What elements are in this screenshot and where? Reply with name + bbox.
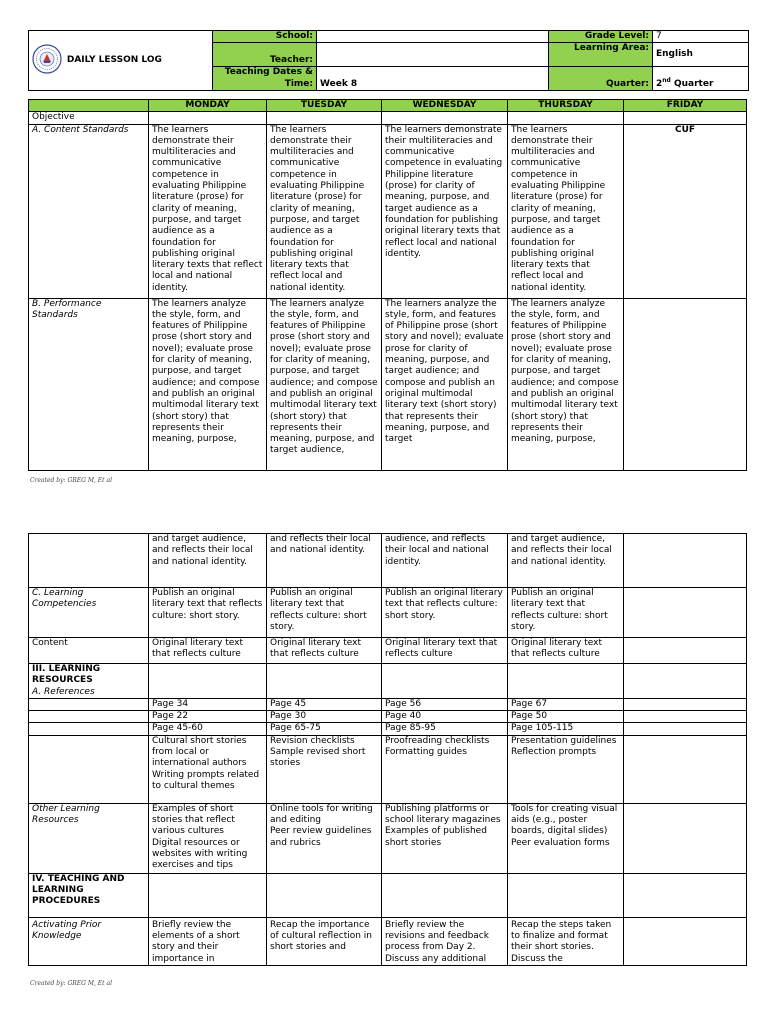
- day-tuesday: TUESDAY: [267, 100, 382, 112]
- page-1-tue: Page 45: [267, 698, 382, 710]
- footer-credit: Created by: GREG M, Et al: [30, 477, 112, 484]
- area-value[interactable]: English: [653, 43, 749, 67]
- performance-cont-wed: audience, and reflects their local and national identity.: [382, 534, 508, 588]
- page-2-wed: Page 40: [382, 711, 508, 723]
- learning-resources-heading: III. LEARNING RESOURCES: [32, 664, 101, 686]
- performance-wed: The learners analyze the style, form, and features of Philippine prose (short story and novel); evaluate prose for clarity of meaning, purpose, and target audience; and compose and publish an original multimodal literary text (short story) that represents their meaning, purpose, and target: [382, 298, 508, 470]
- content-wed: Original literary text that reflects culture: [382, 638, 508, 664]
- school-label: School:: [213, 31, 317, 43]
- content-mon: Original literary text that reflects culture: [149, 638, 267, 664]
- header-table: [28, 30, 749, 91]
- other-resources-mon: Examples of short stories that reflect various cultures Digital resources or websites with writing exercises and tips: [149, 803, 267, 873]
- content-standards-thu: The learners demonstrate their multiliteracies and communicative competence in evaluating Philippine literature (prose) for clarity of meaning, purpose, and target audience as a foundation for publishing original literary texts that reflect local and national identity.: [508, 124, 624, 298]
- content-row: [29, 638, 747, 664]
- performance-standards-row: [29, 298, 747, 470]
- activating-label: Activating Prior Knowledge: [29, 917, 149, 965]
- page-1-thu: Page 67: [508, 698, 624, 710]
- grade-value[interactable]: 7: [653, 31, 749, 43]
- competencies-label: C. Learning Competencies: [29, 588, 149, 638]
- teacher-value[interactable]: [317, 43, 549, 67]
- content-tue: Original literary text that reflects culture: [267, 638, 382, 664]
- dates-label: Teaching Dates & Time:: [213, 67, 317, 91]
- deped-seal-icon: [32, 44, 62, 78]
- quarter-word: Quarter: [670, 79, 714, 89]
- content-standards-row: [29, 124, 747, 298]
- other-resources-thu: Tools for creating visual aids (e.g., poster boards, digital slides) Peer evaluation forms: [508, 803, 624, 873]
- performance-fri: [624, 298, 747, 470]
- teaching-procedures-label: IV. TEACHING AND LEARNING PROCEDURES: [29, 873, 149, 917]
- page-3-mon: Page 45-60: [149, 723, 267, 735]
- dates-value[interactable]: Week 8: [317, 67, 549, 91]
- day-friday: FRIDAY: [624, 100, 747, 112]
- other-resources-tue: Online tools for writing and editing Peer review guidelines and rubrics: [267, 803, 382, 873]
- performance-standards-label: B. Performance Standards: [29, 298, 149, 470]
- performance-cont-label: [29, 534, 149, 588]
- page-1-wed: Page 56: [382, 698, 508, 710]
- quarter-label: Quarter:: [549, 67, 653, 91]
- grade-label: Grade Level:: [549, 31, 653, 43]
- page-row-2: [29, 711, 747, 723]
- competencies-wed: Publish an original literary text that reflects culture: short story.: [382, 588, 508, 638]
- other-resources-row: [29, 803, 747, 873]
- quarter-number: 2: [656, 79, 663, 89]
- performance-tue: The learners analyze the style, form, and features of Philippine prose (short story and novel); evaluate prose for clarity of meaning, purpose, and target audience; and compose and publish an original multimodal literary text (short story) that represents their meaning, purpose, and target audience,: [267, 298, 382, 470]
- footer-credit-2: Created by: GREG M, Et al: [30, 980, 112, 987]
- page-2-mon: Page 22: [149, 711, 267, 723]
- content-standards-label: A. Content Standards: [29, 124, 149, 298]
- activating-tue: Recap the importance of cultural reflection in short stories and: [267, 917, 382, 965]
- lesson-table-page1: [28, 99, 747, 471]
- learning-resources-label: [29, 664, 149, 699]
- day-header-row: [29, 100, 747, 112]
- school-value[interactable]: [317, 31, 549, 43]
- activating-row: [29, 917, 747, 965]
- lesson-table-page2: [28, 533, 747, 966]
- page-2-tue: Page 30: [267, 711, 382, 723]
- references-label: A. References: [32, 686, 95, 697]
- quarter-suffix: nd: [662, 77, 671, 84]
- page-3-thu: Page 105-115: [508, 723, 624, 735]
- teacher-label: Teacher:: [213, 43, 317, 67]
- performance-cont-tue: and reflects their local and national identity.: [267, 534, 382, 588]
- page-row-1: [29, 698, 747, 710]
- friday-note: CUF: [624, 124, 747, 298]
- day-thursday: THURSDAY: [508, 100, 624, 112]
- activating-mon: Briefly review the elements of a short story and their importance in: [149, 917, 267, 965]
- content-standards-mon: The learners demonstrate their multiliteracies and communicative competence in evaluating Philippine literature (prose) for clarity of meaning, purpose, and target audience as a foundation for publishing original literary texts that reflect local and national identity.: [149, 124, 267, 298]
- quarter-value[interactable]: [653, 67, 749, 91]
- performance-cont-mon: and target audience, and reflects their local and national identity.: [149, 534, 267, 588]
- performance-continued-row: [29, 534, 747, 588]
- competencies-tue: Publish an original literary text that reflects culture: short story.: [267, 588, 382, 638]
- page-3-tue: Page 65-75: [267, 723, 382, 735]
- activating-wed: Briefly review the revisions and feedback process from Day 2. Discuss any additional: [382, 917, 508, 965]
- other-resources-label: Other Learning Resources: [29, 803, 149, 873]
- materials-wed: Proofreading checklists Formatting guides: [382, 735, 508, 803]
- day-wednesday: WEDNESDAY: [382, 100, 508, 112]
- competencies-mon: Publish an original literary text that reflects culture: short story.: [149, 588, 267, 638]
- page-2-thu: Page 50: [508, 711, 624, 723]
- learning-resources-row: [29, 664, 747, 699]
- performance-mon: The learners analyze the style, form, and features of Philippine prose (short story and novel); evaluate prose for clarity of meaning, purpose, and target audience; and compose and publish an original multimodal literary text (short story) that represents their meaning, purpose,: [149, 298, 267, 470]
- content-standards-wed: The learners demonstrate their multiliteracies and communicative competence in evaluating Philippine literature (prose) for clarity of meaning, purpose, and target audience as a foundation for publishing original literary texts that reflect local and national identity.: [382, 124, 508, 298]
- page-3-wed: Page 85-95: [382, 723, 508, 735]
- page-1-mon: Page 34: [149, 698, 267, 710]
- content-standards-tue: The learners demonstrate their multiliteracies and communicative competence in evaluating Philippine literature (prose) for clarity of meaning, purpose, and target audience as a foundation for publishing original literary texts that reflect local and national identity.: [267, 124, 382, 298]
- area-label: Learning Area:: [549, 43, 653, 67]
- content-thu: Original literary text that reflects culture: [508, 638, 624, 664]
- logo-title-cell: [29, 31, 213, 91]
- materials-thu: Presentation guidelines Reflection prompts: [508, 735, 624, 803]
- performance-cont-thu: and target audience, and reflects their local and national identity.: [508, 534, 624, 588]
- corner-cell: [29, 100, 149, 112]
- content-label: Content: [29, 638, 149, 664]
- page-row-3: [29, 723, 747, 735]
- objective-row: [29, 112, 747, 124]
- objective-label: Objective: [29, 112, 149, 124]
- log-title: DAILY LESSON LOG: [66, 55, 162, 65]
- performance-thu: The learners analyze the style, form, and features of Philippine prose (short story and novel); evaluate prose for clarity of meaning, purpose, and target audience; and compose and publish an original multimodal literary text (short story) that represents their meaning, purpose,: [508, 298, 624, 470]
- materials-mon: Cultural short stories from local or international authors Writing prompts related to cultural themes: [149, 735, 267, 803]
- materials-row: [29, 735, 747, 803]
- competencies-row: [29, 588, 747, 638]
- competencies-thu: Publish an original literary text that reflects culture: short story.: [508, 588, 624, 638]
- materials-tue: Revision checklists Sample revised short stories: [267, 735, 382, 803]
- teaching-procedures-row: [29, 873, 747, 917]
- other-resources-wed: Publishing platforms or school literary magazines Examples of published short stories: [382, 803, 508, 873]
- activating-thu: Recap the steps taken to finalize and format their short stories. Discuss the: [508, 917, 624, 965]
- day-monday: MONDAY: [149, 100, 267, 112]
